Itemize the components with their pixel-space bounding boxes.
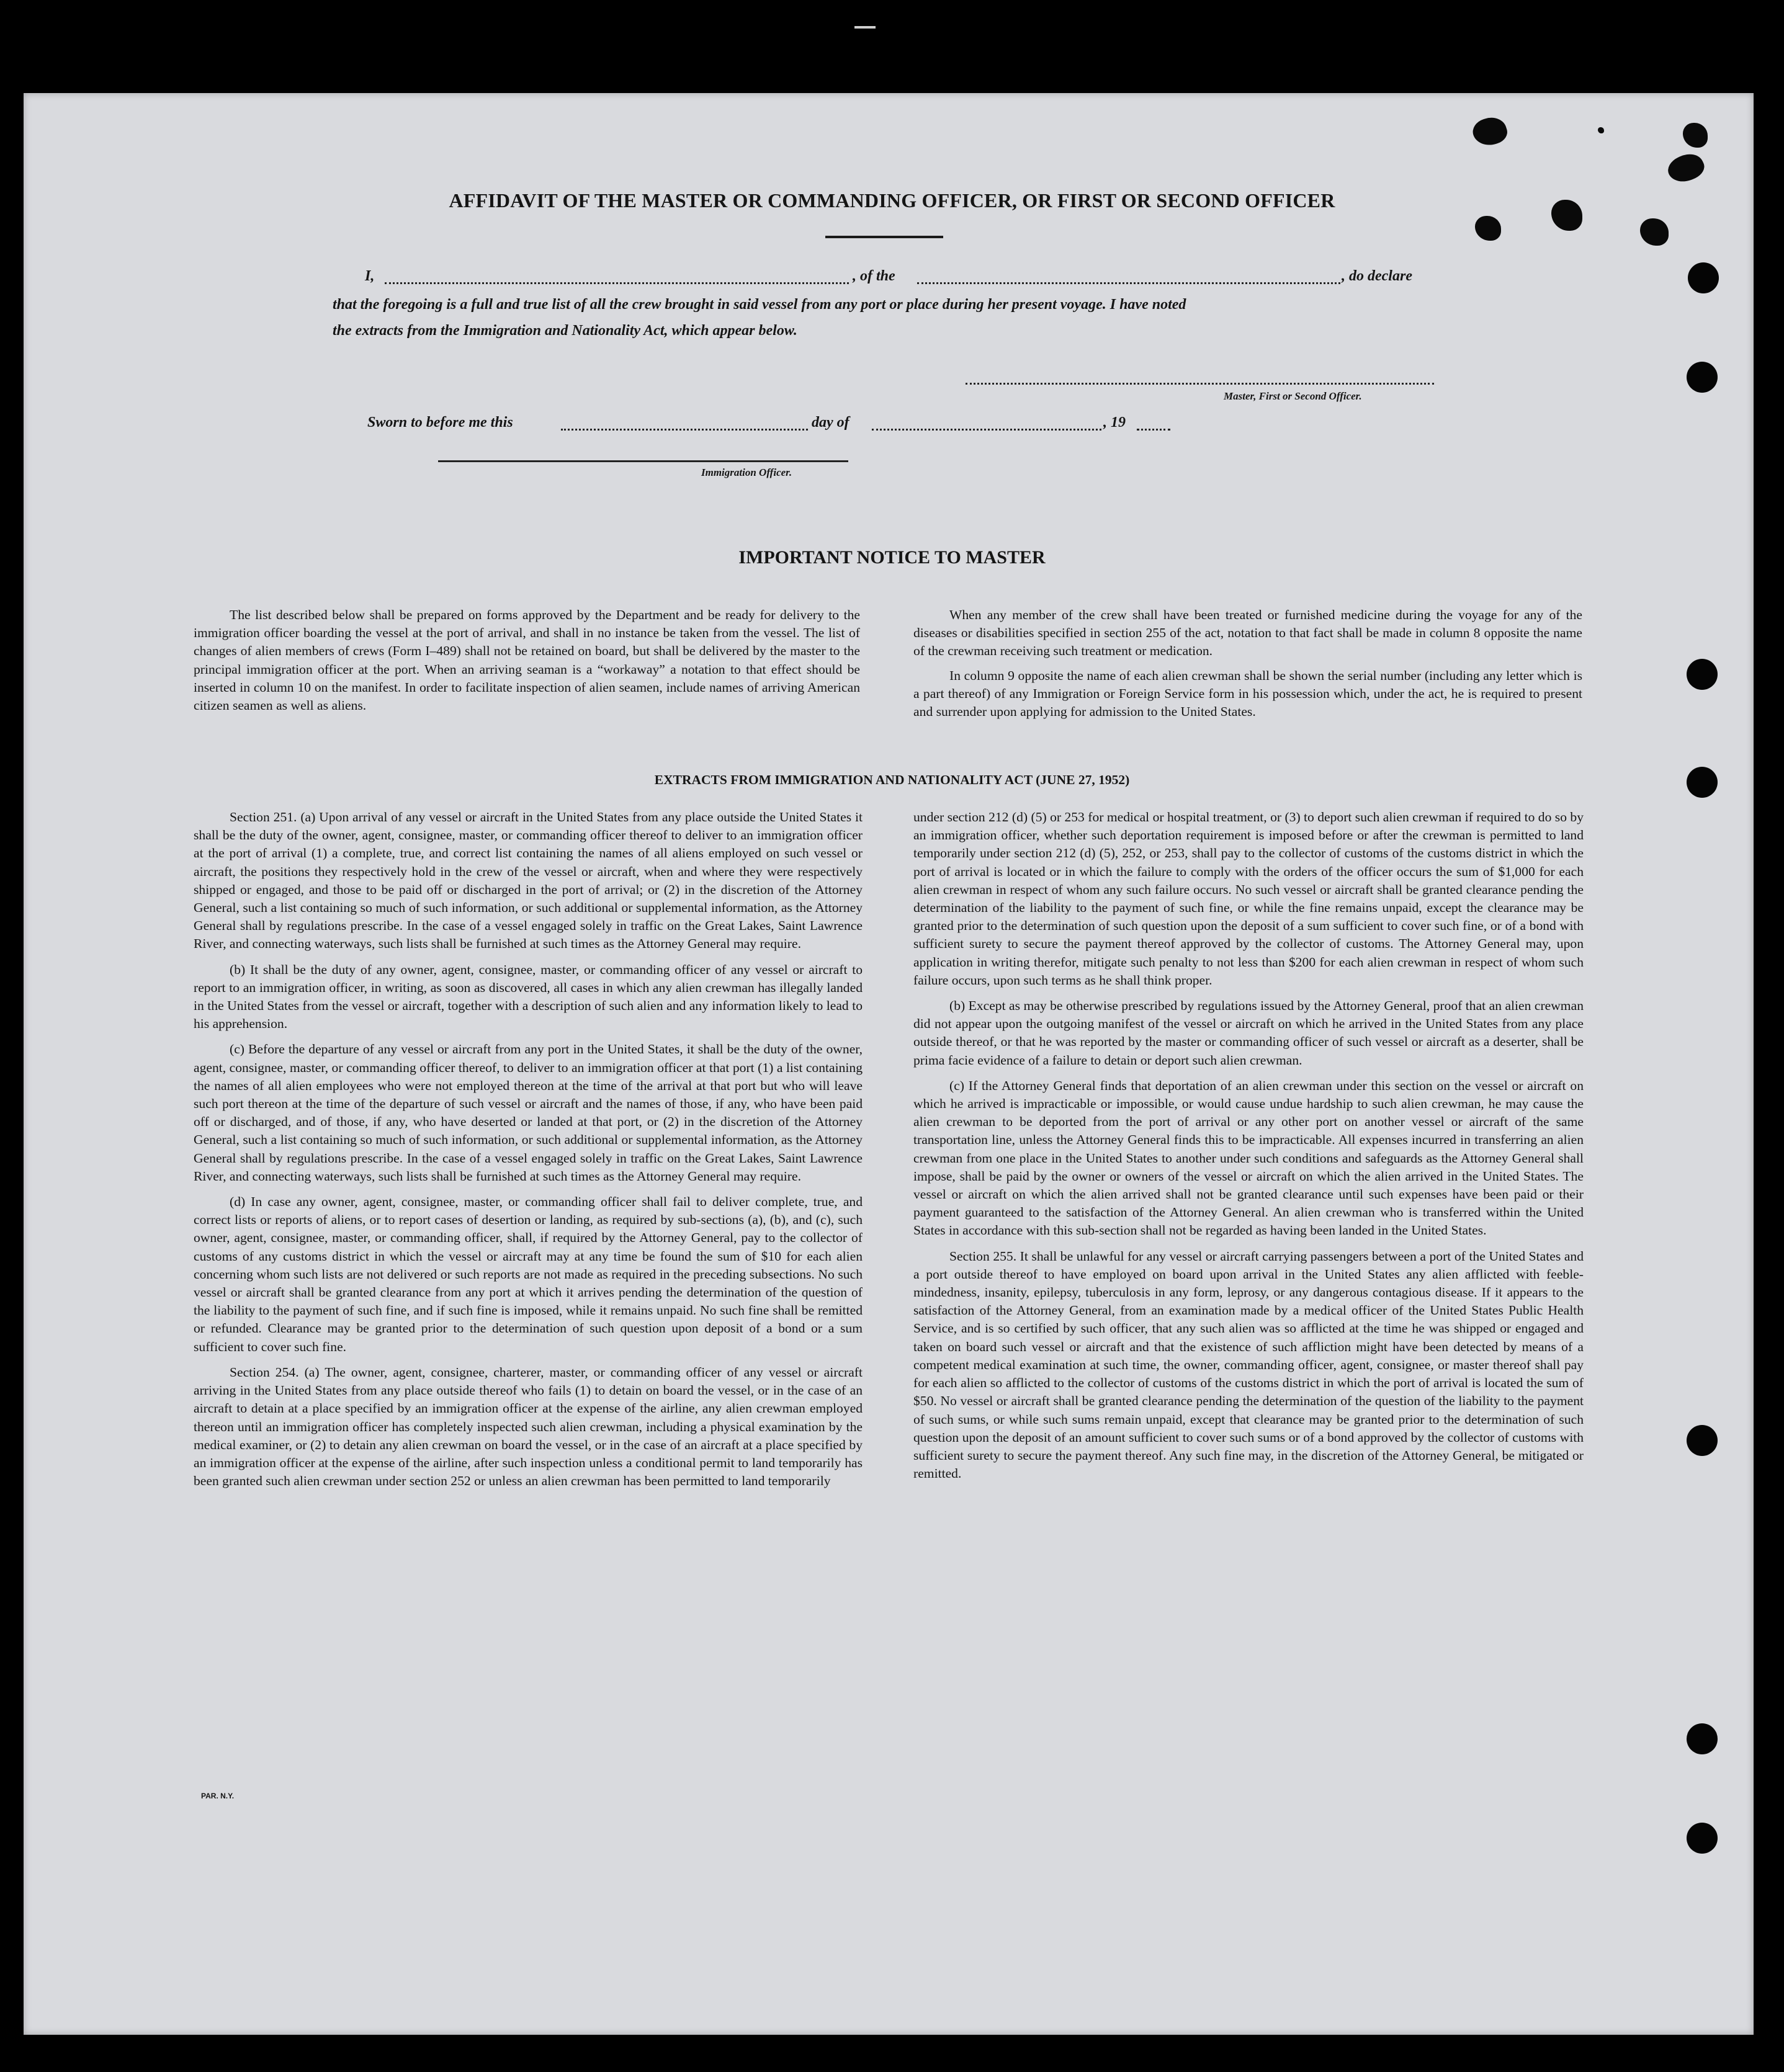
ink-dot (1598, 127, 1604, 133)
punch-hole (1688, 262, 1719, 293)
section-254-b: (b) Except as may be otherwise prescribed by regulations issued by the Attorney General, proof that an alien crewman did not appear upon the outgoing manifest of the vessel or aircraft on which he arrived in the United States from any place outside thereof, or that he was reported by the master or commanding officer of such vessel or aircraft as a deserter, shall be prima facie evidence of a failure to detain or deport such alien crewman. (913, 998, 1584, 1068)
affidavit-title: AFFIDAVIT OF THE MASTER OR COMMANDING OFFICER, OR FIRST OR SECOND OFFICER (449, 189, 1335, 212)
of-the-label: , of the (853, 268, 895, 284)
sworn-month-field[interactable] (872, 429, 1101, 431)
do-declare-label: , do declare (1342, 268, 1412, 284)
officer-signature-field[interactable] (438, 460, 848, 462)
extracts-title: EXTRACTS FROM IMMIGRATION AND NATIONALITY ACT (JUNE 27, 1952) (654, 772, 1130, 787)
master-signature-caption: Master, First or Second Officer. (1224, 390, 1362, 402)
title-rule (825, 236, 943, 238)
section-251-a: Section 251. (a) Upon arrival of any vessel or aircraft in the United States from any place outside the United States it shall be the duty of the owner, agent, consignee, master, or commanding officer thereof to deliver to an immigration officer at the port of arrival (1) a complete, true, and correct list containing the names of all aliens employed on such vessel or aircraft, the positions they respectively hold in the crew of the vessel or aircraft, when and where they were respectively shipped or engaged, and those to be paid off or discharged in the port of arrival; or (2) in the discretion of the Attorney General, such a list containing so much of such information, or such additional or supplemental information, as the Attorney General shall by regulations prescribe. In the case of a vessel engaged solely in traffic on the Great Lakes, Saint Lawrence River, and connecting waterways, such lists shall be furnished at such times as the Attorney General may require. (194, 810, 863, 952)
sworn-prefix: Sworn to before me this (367, 414, 513, 431)
notice-title: IMPORTANT NOTICE TO MASTER (738, 547, 1046, 568)
vessel-name-field[interactable] (917, 282, 1340, 284)
declaration-line-3: the extracts from the Immigration and Nationality Act, which appear below. (333, 323, 797, 339)
declarant-name-field[interactable] (385, 282, 849, 284)
punch-hole (1687, 362, 1718, 393)
section-251-b: (b) It shall be the duty of any owner, agent, consignee, master, or commanding officer of any vessel or aircraft to report to an immigration officer, in writing, as soon as discovered, all cases in which any alien crewman has illegally landed in the United States from the vessel or aircraft, together with a description of such alien and any information likely to lead to his apprehension. (194, 962, 863, 1032)
notice-left-column (194, 606, 860, 715)
notice-right-column (913, 606, 1582, 721)
punch-hole (1687, 1723, 1718, 1754)
film-edge-mark (854, 26, 876, 29)
officer-signature-caption: Immigration Officer. (701, 467, 792, 478)
section-255: Section 255. It shall be unlawful for any vessel or aircraft carrying passengers between a port of the United States and a port outside thereof to have employed on board upon arrival in the United States any alien afflicted with feeble-mindedness, insanity, epilepsy, tuberculosis in any form, leprosy, or any dangerous contagious disease. If it appears to the satisfaction of the Attorney General, from an examination made by a medical officer of the United States Public Health Service, and is so certified by such officer, that any such alien was so afflicted at the time he was shipped or engaged and taken on board such vessel or aircraft and that the existence of such affliction might have been detected by means of a competent medical examination at such time, the owner, commanding officer, agent, consignee, or master thereof shall pay for each alien so afflicted to the collector of customs of the customs district in which the port of arrival is located the sum of $50. No vessel or aircraft shall be granted clearance pending the determination of the question of the liability to the payment of such sums, or while such sums remain unpaid, except that clearance may be granted prior to the determination of such question upon the deposit of an amount sufficient to cover such sums or of a bond approved by the collector of customs with sufficient surety to secure the payment thereof. Any such fine may, in the discretion of the Attorney General, be mitigated or remitted. (913, 1248, 1584, 1481)
year-prefix: , 19 (1103, 414, 1126, 431)
master-signature-field[interactable] (966, 383, 1434, 385)
sworn-year-field[interactable] (1137, 429, 1170, 431)
section-254-a-continued: under section 212 (d) (5) or 253 for medical or hospital treatment, or (3) to deport such alien crewman if required to do so by an immigration officer, whether such deportation requirement is imposed before or after the crewman is permitted to land temporarily under section 212 (d) (5), 252, or 253, shall pay to the collector of customs of the customs district in which the port of arrival is located or in which the failure to comply with the orders of the officer occurs the sum of $1,000 for each alien crewman in respect of whom any such failure occurs. No such vessel or aircraft shall be granted clearance pending the determination of the liability to the payment of such fine, or while the fine remains unpaid, except the clearance may be granted prior to the determination of such question upon the deposit of a sum sufficient to cover such fine, or of a bond with sufficient surety to secure the payment thereof approved by the collector of customs. The Attorney General may, upon application in writing therefor, mitigate such penalty to not less than $200 for each alien crewman in respect of whom such failure occurs, upon such terms as he shall think proper. (913, 810, 1584, 988)
declaration-line-2: that the foregoing is a full and true list of all the crew brought in said vessel from any port or place during her present voyage. I have noted (333, 297, 1186, 313)
section-251-c: (c) Before the departure of any vessel or aircraft from any port in the United States, it shall be the duty of the owner, agent, consignee, master, or commanding officer thereof, to deliver to an immigration officer at that port (1) a list containing the names of all alien employees who were not employed thereon at the time of the arrival at that port but who will leave such port thereon at the time of the departure of such vessel or aircraft and the names of those, if any, who have been paid off or discharged, and of those, if any, who have deserted or landed at that port, or (2) in the discretion of the Attorney General, such a list containing so much of such information, or such additional or supplemental information, as the Attorney General shall by regulations prescribe. In the case of a vessel engaged solely in traffic on the Great Lakes, Saint Lawrence River, and connecting waterways, such lists shall be furnished at such times as the Attorney General may require. (194, 1042, 863, 1184)
section-254-c: (c) If the Attorney General finds that deportation of an alien crewman under this section on the vessel or aircraft on which he arrived is impracticable or impossible, or would cause undue hardship to such alien crewman, he may cause the alien crewman to be deported from the port of arrival or any other port on another vessel or aircraft of the same transportation line, unless the Attorney General finds this to be impracticable. All expenses incurred in transferring an alien crewman from one place in the United States to another under such conditions and safeguards as the Attorney General shall impose, shall be paid by the owner or owners of the vessel or aircraft on which the alien arrived in the United States. The vessel or aircraft on which the alien arrived shall not be granted clearance until such expenses have been paid or their payment guaranteed to the satisfaction of the Attorney General. An alien crewman who is transferred within the United States in accordance with this sub-section shall not be regarded as having been landed in the United States. (913, 1078, 1584, 1238)
day-of-label: day of (812, 414, 849, 431)
notice-paragraph: In column 9 opposite the name of each alien crewman shall be shown the serial number (including any letter which is a part thereof) of any Immigration or Foreign Service form in his possession which, under the act, he is required to present and surrender upon applying for admission to the United States. (913, 668, 1582, 720)
sworn-day-field[interactable] (561, 429, 808, 431)
section-251-d: (d) In case any owner, agent, consignee, master, or commanding officer shall fail to deliver complete, true, and correct lists or reports of aliens, or to report cases of desertion or landing, as required by sub-sections (a), (b), and (c), such owner, agent, consignee, master, or commanding officer, shall, if required by the Attorney General, pay to the collector of customs of any customs district in which the vessel or aircraft may at any time be found the sum of $10 for each alien concerning whom such lists are not delivered or such reports are not made as required in the preceding subsections. No such vessel or aircraft shall be granted clearance from any port at which it arrives pending the determination of the question of the liability to the payment of such fine, and if such fine is imposed, while it remains unpaid. No such fine shall be remitted or refunded. Clearance may be granted prior to the determination of such question upon deposit of a bond or a sum sufficient to cover such fine. (194, 1194, 863, 1354)
printer-code: PAR. N.Y. (201, 1792, 235, 1800)
section-254-a: Section 254. (a) The owner, agent, consignee, charterer, master, or commanding officer of any vessel or aircraft arriving in the United States from any place outside thereof who fails (1) to detain on board the vessel, or in the case of an aircraft to detain at a place specified by an immigration officer at the expense of the airline, any alien crewman employed thereon until an immigration officer has completely inspected such alien crewman, including a physical examination by the medical examiner, or (2) to detain any alien crewman on board the vessel, or in the case of an aircraft at a place specified by an immigration officer at the expense of the airline, after such inspection unless a conditional permit to land temporarily has been granted such alien crewman under section 252 or unless an alien crewman has been permitted to land temporarily (194, 1364, 863, 1489)
punch-hole (1687, 1823, 1718, 1854)
notice-paragraph: When any member of the crew shall have been treated or furnished medicine during the voyage for any of the diseases or disabilities specified in section 255 of the act, notation to that fact shall be made in column 8 opposite the name of the crewman receiving such treatment or medication. (913, 607, 1582, 659)
declarant-prefix: I, (365, 268, 375, 284)
punch-hole (1687, 659, 1718, 690)
notice-paragraph: The list described below shall be prepared on forms approved by the Department and be ready for delivery to the immigration officer boarding the vessel at the port of arrival, and shall in no instance be taken from the vessel. The list of changes of alien members of crews (Form I–489) shall not be retained on board, but shall be delivered by the master to the principal immigration officer at the port. When an arriving seaman is a “workaway” a notation to that effect should be inserted in column 10 on the manifest. In order to facilitate inspection of alien seamen, include names of arriving American citizen seamen as well as aliens. (194, 607, 860, 713)
extracts-left-column (194, 808, 863, 1490)
punch-hole (1687, 1425, 1718, 1456)
extracts-right-column (913, 808, 1584, 1483)
